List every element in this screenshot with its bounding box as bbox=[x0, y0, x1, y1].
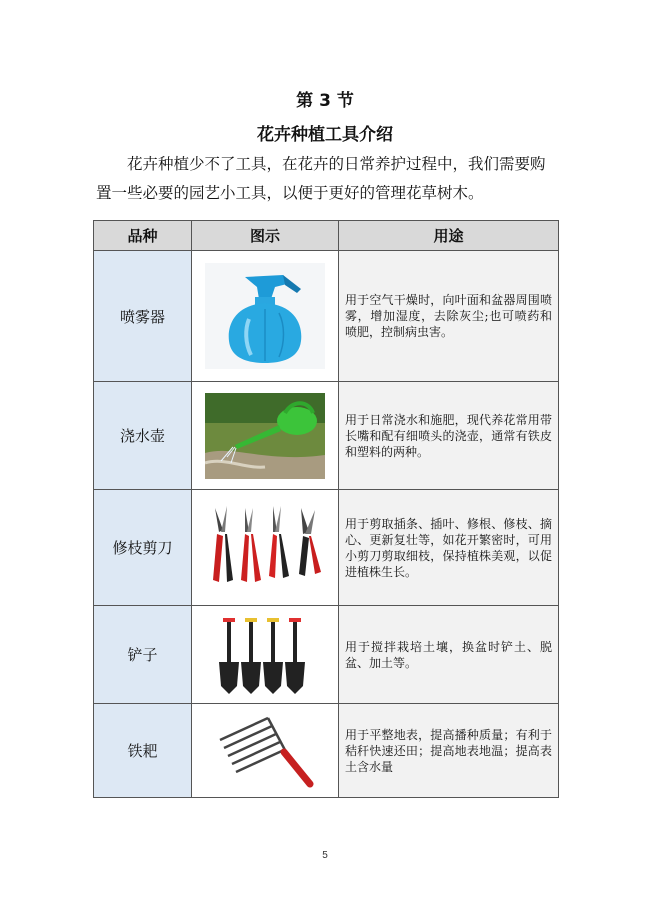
tool-usage: 用于搅拌栽培土壤，换盆时铲土、脱盆、加土等。 bbox=[339, 606, 559, 704]
tool-name: 铁耙 bbox=[94, 704, 192, 798]
table-row bbox=[94, 382, 559, 490]
table-row bbox=[94, 704, 559, 798]
table-row bbox=[94, 490, 559, 606]
tool-image-cell bbox=[192, 382, 339, 490]
tool-image-cell bbox=[192, 704, 339, 798]
tool-image-cell bbox=[192, 490, 339, 606]
table-row bbox=[94, 251, 559, 382]
header-illustration: 图示 bbox=[192, 221, 339, 251]
tool-usage: 用于平整地表，提高播种质量；有利于秸秆快速还田；提高地表地温；提高表土含水量 bbox=[339, 704, 559, 798]
header-usage: 用途 bbox=[339, 221, 559, 251]
page-number: 5 bbox=[322, 850, 328, 861]
tools-table bbox=[93, 220, 559, 798]
tool-usage: 用于日常浇水和施肥，现代养花常用带长嘴和配有细喷头的浇壶，通常有铁皮和塑料的两种。 bbox=[339, 382, 559, 490]
shovel-icon bbox=[211, 614, 319, 696]
tool-usage: 用于剪取插条、插叶、修根、修枝、摘心、更新复壮等，如花开繁密时，可用小剪刀剪取细枝，保持植株美观，以促进植株生长。 bbox=[339, 490, 559, 606]
tool-image-cell bbox=[192, 606, 339, 704]
watering-can-icon bbox=[205, 393, 325, 479]
tool-name: 浇水壶 bbox=[94, 382, 192, 490]
spray-bottle-icon bbox=[205, 263, 325, 369]
rake-icon bbox=[210, 710, 320, 792]
pruning-shears-icon bbox=[205, 502, 325, 594]
tool-name: 喷雾器 bbox=[94, 251, 192, 382]
intro-paragraph: 花卉种植少不了工具，在花卉的日常养护过程中，我们需要购置一些必要的园艺小工具，以便于更好的管理花草树木。 bbox=[96, 155, 546, 202]
tool-name: 修枝剪刀 bbox=[94, 490, 192, 606]
section-title: 第 3 节 bbox=[296, 91, 354, 111]
tool-image-cell bbox=[192, 251, 339, 382]
tool-usage: 用于空气干燥时，向叶面和盆器周围喷雾，增加湿度，去除灰尘;也可喷药和喷肥，控制病虫害。 bbox=[339, 251, 559, 382]
table-header-row bbox=[94, 221, 559, 251]
table-row bbox=[94, 606, 559, 704]
header-variety: 品种 bbox=[94, 221, 192, 251]
page-title: 花卉种植工具介绍 bbox=[257, 125, 393, 145]
tool-name: 铲子 bbox=[94, 606, 192, 704]
